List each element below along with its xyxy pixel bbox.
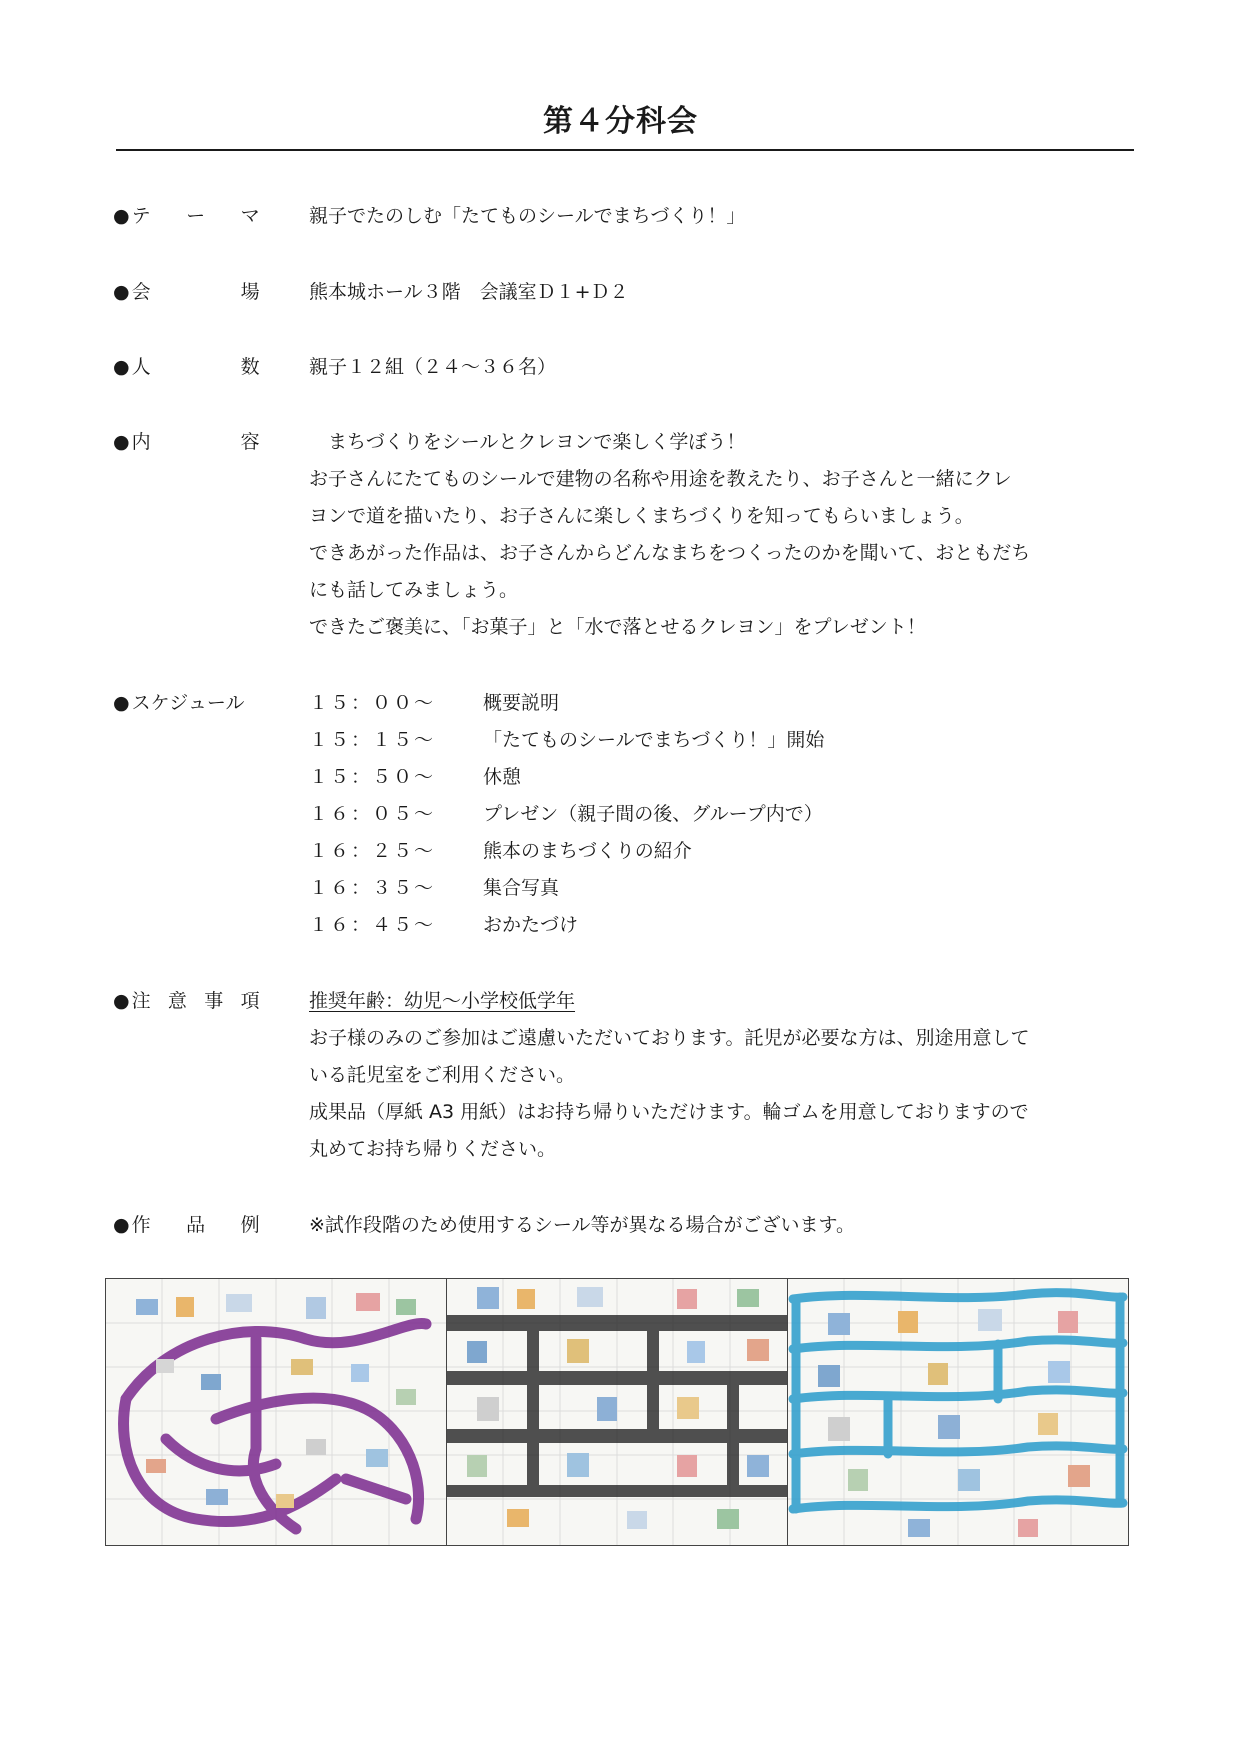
label-char: 数 (240, 356, 260, 378)
content-line: ヨンで道を描いたり、お子さんに楽しくまちづくりを知ってもらいましょう。 (309, 505, 974, 527)
notes-line: お子様のみのご参加はご遠慮いただいております。託児が必要な方は、別途用意して (309, 1027, 1030, 1049)
notes-text (309, 983, 1241, 1168)
theme-label (113, 198, 263, 235)
label-char: 場 (240, 281, 260, 303)
content-text (309, 424, 1241, 646)
venue-label (113, 274, 263, 311)
schedule-list (309, 685, 1241, 944)
schedule-label (113, 685, 263, 722)
label-char: 内 (131, 431, 151, 453)
blue-map-illustration (788, 1279, 1128, 1545)
label-char: 容 (240, 431, 260, 453)
theme-value: 親子でたのしむ「たてものシールでまちづくり！」 (309, 205, 746, 227)
bullet-icon: ● (113, 205, 130, 227)
title-divider (116, 149, 1134, 151)
label-char: 作 (131, 1214, 151, 1236)
venue-value: 熊本城ホール３階 会議室Ｄ１+Ｄ２ (309, 281, 629, 303)
label-text: スケジュール (131, 692, 245, 714)
notes-line: 丸めてお持ち帰りください。 (309, 1138, 557, 1160)
bullet-icon: ● (113, 990, 130, 1012)
schedule-item (309, 870, 1241, 907)
label-char: テ (131, 205, 151, 227)
bullet-icon: ● (113, 692, 130, 714)
recommended-age: 推奨年齢：幼児～小学校低学年 (309, 990, 576, 1012)
schedule-time: １６：０５～ (309, 803, 436, 825)
content-line: まちづくりをシールとクレヨンで楽しく学ぼう！ (328, 431, 746, 453)
bullet-icon: ● (113, 1214, 130, 1236)
schedule-item (309, 907, 1241, 944)
content-line: できあがった作品は、お子さんからどんなまちをつくったのかを聞いて、おともだち (309, 542, 1031, 564)
schedule-event: 休憩 (483, 766, 522, 788)
example-image-black-roads (446, 1279, 787, 1545)
example-image-purple-roads (106, 1279, 446, 1545)
label-char: ー (186, 205, 206, 227)
notes-line: いる託児室をご利用ください。 (309, 1064, 576, 1086)
bullet-icon: ● (113, 431, 130, 453)
label-char: 事 (204, 990, 224, 1012)
schedule-time: １５：５０～ (309, 766, 436, 788)
black-map-illustration (447, 1279, 787, 1545)
purple-map-illustration (106, 1279, 446, 1545)
schedule-time: １６：３５～ (309, 877, 436, 899)
bullet-icon: ● (113, 281, 130, 303)
schedule-time: １６：４５～ (309, 914, 436, 936)
content-label (113, 424, 263, 461)
schedule-item (309, 685, 1241, 722)
schedule-event: 「たてものシールでまちづくり！」開始 (483, 729, 825, 751)
notes-label (113, 983, 263, 1020)
capacity-label (113, 349, 263, 386)
schedule-event: プレゼン（親子間の後、グループ内で） (483, 803, 823, 825)
content-line: できたご褒美に、「お菓子」と「水で落とせるクレヨン」をプレゼント！ (309, 616, 926, 638)
label-char: 項 (240, 990, 260, 1012)
schedule-item (309, 759, 1241, 796)
content-line: にも話してみましょう。 (309, 579, 519, 601)
examples-label (113, 1207, 263, 1244)
schedule-item (309, 833, 1241, 870)
examples-note: ※試作段階のため使用するシール等が異なる場合がございます。 (309, 1214, 856, 1236)
example-image-blue-roads (787, 1279, 1128, 1545)
schedule-event: 集合写真 (483, 877, 560, 899)
schedule-time: １６：２５～ (309, 840, 436, 862)
content-line: お子さんにたてものシールで建物の名称や用途を教えたり、お子さんと一緒にクレ (309, 468, 1012, 490)
schedule-event: おかたづけ (483, 914, 579, 936)
schedule-item (309, 796, 1241, 833)
bullet-icon: ● (113, 356, 130, 378)
label-char: 品 (186, 1214, 206, 1236)
schedule-item (309, 722, 1241, 759)
label-char: 意 (167, 990, 187, 1012)
label-char: マ (240, 205, 260, 227)
example-gallery (105, 1278, 1129, 1546)
schedule-event: 熊本のまちづくりの紹介 (483, 840, 692, 862)
page-title: 第４分科会 (543, 104, 698, 139)
label-char: 注 (131, 990, 151, 1012)
notes-line: 成果品（厚紙 A3 用紙）はお持ち帰りいただけます。輪ゴムを用意しておりますので (309, 1101, 1029, 1123)
schedule-time: １５：００～ (309, 692, 436, 714)
capacity-value: 親子１２組（２４～３６名） (309, 356, 557, 378)
label-char: 例 (240, 1214, 260, 1236)
label-char: 人 (131, 356, 151, 378)
schedule-event: 概要説明 (483, 692, 560, 714)
label-char: 会 (131, 281, 151, 303)
schedule-time: １５：１５～ (309, 729, 436, 751)
